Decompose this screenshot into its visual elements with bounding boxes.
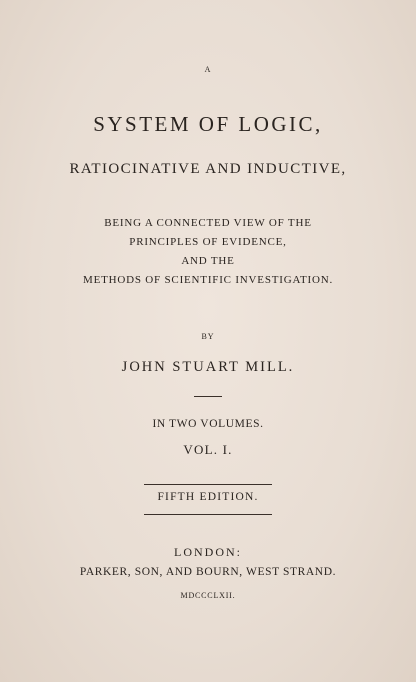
description-line: PRINCIPLES OF EVIDENCE, <box>129 236 287 248</box>
edition-rule-bottom <box>144 514 272 515</box>
description-line: BEING A CONNECTED VIEW OF THE <box>104 217 312 229</box>
publisher-name: PARKER, SON, AND BOURN, WEST STRAND. <box>79 566 337 578</box>
title-article: A <box>204 65 212 74</box>
divider-rule <box>194 396 222 397</box>
book-subtitle: RATIOCINATIVE AND INDUCTIVE, <box>69 161 347 177</box>
description-line: METHODS OF SCIENTIFIC INVESTIGATION. <box>82 274 334 286</box>
edition-label: FIFTH EDITION. <box>157 491 259 503</box>
edition-rule-top <box>144 484 272 485</box>
description-line: AND THE <box>181 255 235 267</box>
volume-number: VOL. I. <box>183 442 233 457</box>
byline-label: BY <box>201 332 215 341</box>
publication-year: MDCCCLXII. <box>180 591 236 600</box>
publication-city: LONDON: <box>174 545 242 559</box>
author-name: JOHN STUART MILL. <box>121 359 295 375</box>
book-title: SYSTEM OF LOGIC, <box>93 112 323 136</box>
volume-count: IN TWO VOLUMES. <box>152 418 264 430</box>
